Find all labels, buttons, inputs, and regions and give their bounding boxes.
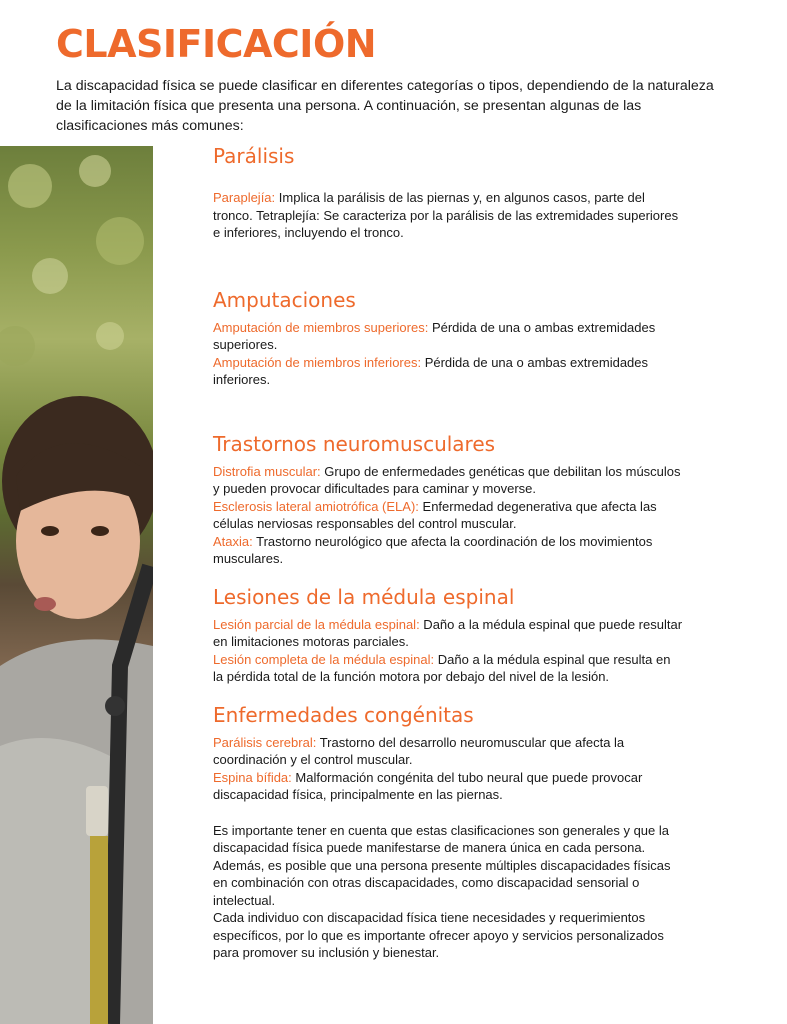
page-title: CLASIFICACIÓN xyxy=(56,22,377,66)
term-label: Amputación de miembros inferiores: xyxy=(213,354,422,370)
section-heading-trastornos: Trastornos neuromusculares xyxy=(213,431,496,456)
term-label: Distrofia muscular: xyxy=(213,463,321,479)
child-photo-illustration xyxy=(0,146,153,1024)
closing-paragraph-1: Es importante tener en cuenta que estas clasificaciones son generales y que la discapacidad física puede manifestarse de manera única en cada persona. xyxy=(213,822,669,855)
intro-paragraph: La discapacidad física se puede clasificar en diferentes categorías o tipos, dependiendo de la naturaleza de la limitación física que presenta una persona. A continuación, se presentan algunas de las clasificaciones más comunes: xyxy=(56,78,714,134)
lesiones-item-completa xyxy=(213,651,683,686)
term-label: Lesión completa de la médula espinal: xyxy=(213,651,435,667)
closing-paragraph-2: Además, es posible que una persona presente múltiples discapacidades físicas en combinación con otras discapacidades, como discapacidad sensorial o intelectual. xyxy=(213,857,671,908)
trastornos-item-ela xyxy=(213,498,683,533)
term-label: Parálisis cerebral: xyxy=(213,734,317,750)
term-description: Pérdida de una o ambas extremidades superiores. xyxy=(213,319,656,352)
section-heading-congenitas: Enfermedades congénitas xyxy=(213,702,474,727)
classification-content xyxy=(213,143,683,962)
section-heading-amputaciones: Amputaciones xyxy=(213,287,356,312)
term-description: Daño a la médula espinal que puede resultar en limitaciones motoras parciales. xyxy=(213,616,683,649)
congenitas-item-espina-bifida xyxy=(213,769,683,804)
trastornos-item-distrofia xyxy=(213,463,683,498)
term-description: Trastorno del desarrollo neuromuscular que afecta la coordinación y el control muscular. xyxy=(213,734,625,767)
term-description: Daño a la médula espinal que resulta en la pérdida total de la función motora por debajo del nivel de la lesión. xyxy=(213,651,671,684)
term-description: Grupo de enfermedades genéticas que debilitan los músculos y pueden provocar dificultades para caminar y moverse. xyxy=(213,463,681,496)
term-description: Trastorno neurológico que afecta la coordinación de los movimientos musculares. xyxy=(213,533,653,566)
term-description: Implica la parálisis de las piernas y, en algunos casos, parte del tronco. Tetraplejía: Se caracteriza por la parálisis de las extremidades superiores e inferiores, incluyendo el tronco. xyxy=(213,190,679,240)
section-heading-lesiones: Lesiones de la médula espinal xyxy=(213,584,515,609)
paralisis-item xyxy=(213,189,683,242)
term-description: Enfermedad degenerativa que afecta las células nerviosas responsables del control muscular. xyxy=(213,498,657,531)
congenitas-item-paralisis-cerebral xyxy=(213,734,683,769)
term-label: Paraplejía: xyxy=(213,190,276,205)
trastornos-item-ataxia xyxy=(213,533,683,568)
lesiones-item-parcial xyxy=(213,616,683,651)
term-label: Espina bífida: xyxy=(213,769,292,785)
closing-paragraph-3: Cada individuo con discapacidad física tiene necesidades y requerimientos específicos, por lo que es importante ofrecer apoyo y servicios personalizados para promover su inclusión y bienestar. xyxy=(213,910,664,960)
term-label: Amputación de miembros superiores: xyxy=(213,319,429,335)
amputaciones-item-superiores xyxy=(213,319,683,354)
term-description: Pérdida de una o ambas extremidades inferiores. xyxy=(213,354,649,387)
section-heading-paralisis: Parálisis xyxy=(213,144,295,168)
term-description: Malformación congénita del tubo neural que puede provocar discapacidad física, principalmente en las piernas. xyxy=(213,769,643,802)
term-label: Lesión parcial de la médula espinal: xyxy=(213,616,420,632)
amputaciones-item-inferiores xyxy=(213,354,683,389)
term-label: Esclerosis lateral amiotrófica (ELA): xyxy=(213,498,419,514)
term-label: Ataxia: xyxy=(213,533,253,549)
child-photo xyxy=(0,146,153,1024)
